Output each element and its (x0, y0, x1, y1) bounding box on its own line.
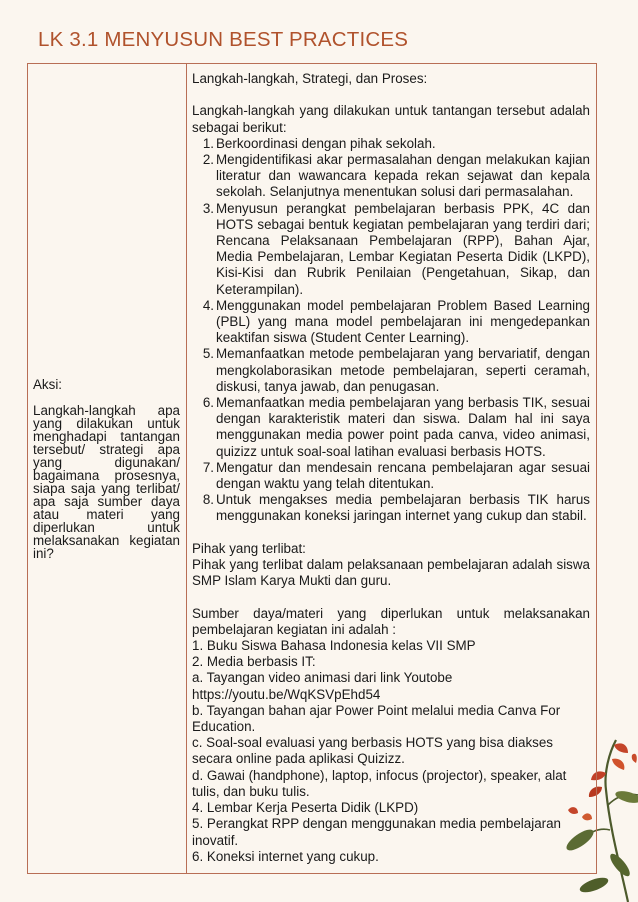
sumber-line: 1. Buku Siswa Bahasa Indonesia kelas VII SMP (192, 638, 476, 654)
list-item: 2. Mengidentifikasi akar permasalahan dengan melakukan kajian literatur dan wawancara kepada rekan sejawat dan kepala sekolah. Selanjutnya menentukan solusi dari permasalahan. (202, 152, 590, 200)
sumber-line: 2. Media berbasis IT: (192, 654, 316, 670)
list-item: 5. Memanfaatkan metode pembelajaran yang bervariatif, dengan mengkolaborasikan metode pembelajaran, seperti ceramah, diskusi, tanya jawab, dan penugasan. (202, 346, 590, 394)
page-title: LK 3.1 MENYUSUN BEST PRACTICES (38, 28, 409, 51)
youtube-link[interactable]: https://youtu.be/WqKSVpEhd54 (192, 686, 381, 702)
list-item: 1. Berkoordinasi dengan pihak sekolah. (202, 135, 436, 151)
sumber-line: 4. Lembar Kerja Peserta Didik (LKPD) (192, 800, 419, 816)
sumber-line: c. Soal-soal evaluasi yang berbasis HOTS yang bisa diakses secara online pada aplikasi Quizizz. (192, 735, 553, 767)
left-column (28, 64, 187, 873)
sumber-line: b. Tayangan bahan ajar Power Point melalui media Canva For Education. (192, 702, 561, 735)
sumber-line: 6. Koneksi internet yang cukup. (192, 848, 379, 864)
list-item: 7. Mengatur dan mendesain rencana pembelajaran agar sesuai dengan waktu yang telah ditentukan. (202, 459, 590, 492)
sumber-line: a. Tayangan video animasi dari link Youtobe (192, 670, 453, 686)
strategy-heading: Langkah-langkah, Strategi, dan Proses: (192, 71, 428, 86)
pihak-heading: Pihak yang terlibat: (192, 540, 306, 556)
list-item: 4. Menggunakan model pembelajaran Problem Based Learning (PBL) yang mana model pembelajaran ini mengedepankan keaktifan siswa (Student Center Learning). (202, 297, 590, 346)
aksi-label: Aksi: (33, 376, 63, 392)
list-item: 3. Menyusun perangkat pembelajaran berbasis PPK, 4C dan HOTS sebagai bentuk kegiatan pembelajaran yang terdiri dari; Rencana Pelaksanaan Pembelajaran (RPP), Bahan Ajar, Media Pembelajaran, Lembar Kegiatan Peserta Didik (LKPD), Kisi-Kisi dan Rubrik Penilaian (Pengetahuan, Sikap, dan Keterampilan). (202, 200, 590, 297)
list-item: 6. Memanfaatkan media pembelajaran yang berbasis TIK, sesuai dengan karakteristik materi dan siswa. Dalam hal ini saya menggunakan media power point pada canva, video animasi, quizizz untuk soal-soal latihan evaluasi berbasis HOTS. (202, 395, 590, 459)
strategy-intro: Langkah-langkah yang dilakukan untuk tantangan tersebut adalah sebagai berikut: (192, 103, 590, 135)
steps-list (192, 136, 590, 525)
right-column (187, 64, 596, 873)
sumber-line: 5. Perangkat RPP dengan menggunakan media pembelajaran inovatif. (192, 816, 561, 848)
aksi-question: Langkah-langkah apa yang dilakukan untuk menghadapi tantangan tersebut/ strategi apa yang digunakan/ bagaimana prosesnya, siapa saja yang terlibat/ apa saja sumber daya atau materi yang diperlukan untuk melaksanakan kegiatan ini? (33, 402, 180, 561)
sumber-intro: Sumber daya/materi yang diperlukan untuk melaksanakan pembelajaran kegiatan ini adalah : (192, 605, 590, 637)
pihak-text: Pihak yang terlibat dalam pelaksanaan pembelajaran adalah siswa SMP Islam Karya Mukti dan guru. (192, 557, 590, 589)
best-practices-table (27, 63, 597, 874)
sumber-line: d. Gawai (handphone), laptop, infocus (projector), speaker, alat tulis, dan buku tulis. (192, 767, 567, 799)
list-item: 8. Untuk mengakses media pembelajaran berbasis TIK harus menggunakan koneksi jaringan internet yang cukup dan stabil. (202, 492, 590, 524)
